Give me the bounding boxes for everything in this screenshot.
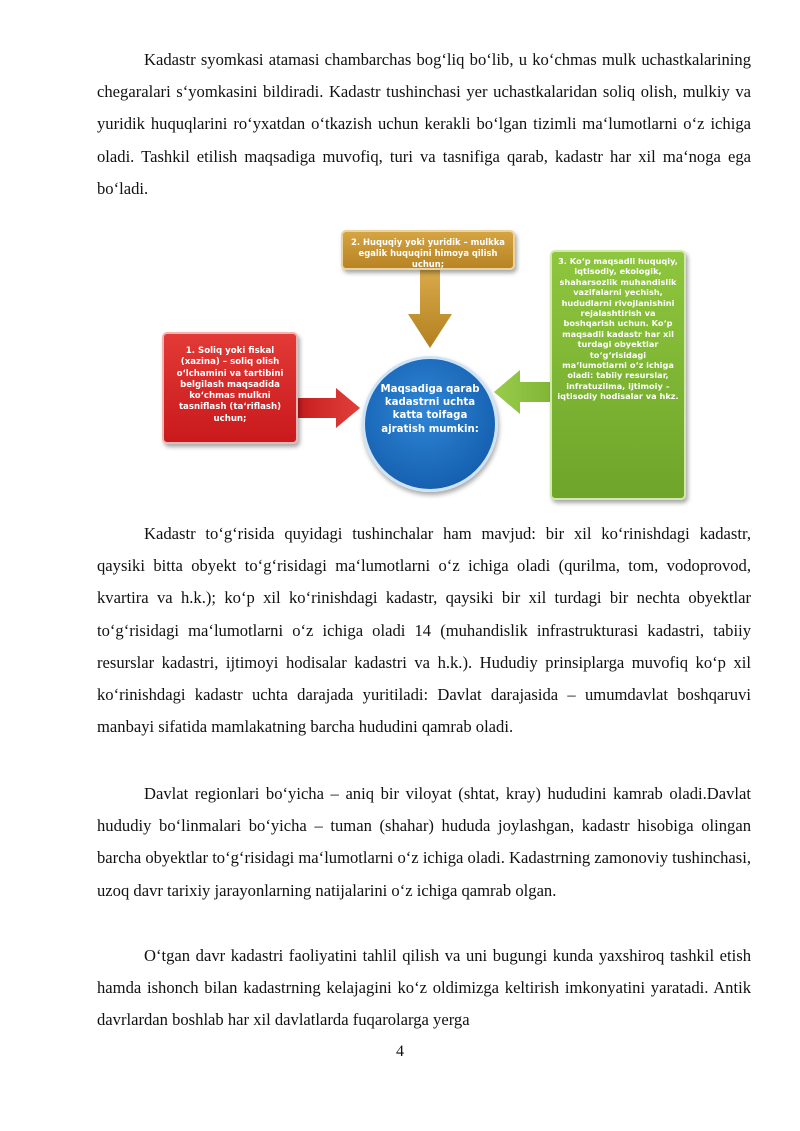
legal-kadastr-box: 2. Huquqiy yoki yuridik – mulkka egalik huquqini himoya qilish uchun; <box>341 230 515 270</box>
page-number: 4 <box>396 1043 404 1060</box>
arrow-right-icon <box>298 388 362 428</box>
paragraph-3: Davlat regionlari bo‘yicha – aniq bir viloyat (shtat, kray) hududini kamrab oladi.Davlat hududiy bo‘linmalari bo‘yicha – tuman (shahar) hududa joylashgan, kadastr hisobiga olingan barcha obyektlar to‘g‘risidagi ma‘lumotlarni o‘z ichiga oladi. Kadastrning zamonoviy tushinchasi, uzoq davr tarixiy jarayonlarning natijalarini o‘z ichiga qamrab olgan. <box>97 784 751 900</box>
arrow-down-icon <box>408 270 452 350</box>
multipurpose-kadastr-box: 3. Ko‘p maqsadli huquqiy, iqtisodiy, ekologik, shaharsozlik muhandislik vazifalarni yechish, hududlarni rivojlanishini rejalashtirish va boshqarish uchun. Ko‘p maqsadli kadastr har xil turdagi obyektlar to‘g‘risidagi ma‘lumotlarni o‘z ichiga oladi: tabiiy resurslar, infratuzilma, ijtimoiy – iqtisodiy hodisalar va hkz. <box>550 250 686 500</box>
paragraph-4: O‘tgan davr kadastri faoliyatini tahlil qilish va uni bugungi kunda yaxshiroq tashkil etish hamda ishonch bilan kadastrning kelajagini ko‘z oldimizga keltirish imkonyatini yaratadi. Antik davrlardan boshlab har xil davlatlarda fuqarolarga yerga <box>97 946 751 1030</box>
kadastr-categories-diagram <box>158 228 692 502</box>
paragraph-1: Kadastr syomkasi atamasi chambarchas bog‘liq bo‘lib, u ko‘chmas mulk uchastkalarining chegaralari s‘yomkasini bildiradi. Kadastr tushinchasi yer uchastkalaridan soliq olish, mulkiy va yuridik huquqlarini ro‘yxatdan o‘tkazish uchun kerakli bo‘lgan tizimli ma‘lumotlarni o‘z ichiga oladi. Tashkil etilish maqsadiga muvofiq, turi va tasnifiga qarab, kadastr har xil ma‘noga ega bo‘ladi. <box>97 50 751 198</box>
diagram-center-circle: Maqsadiga qarab kadastrni uchta katta toifaga ajratish mumkin: <box>362 356 498 492</box>
paragraph-2: Kadastr to‘g‘risida quyidagi tushinchalar ham mavjud: bir xil ko‘rinishdagi kadastr, qaysiki bitta obyekt to‘g‘risidagi ma‘lumotlarni o‘z ichiga oladi (qurilma, tom, vodoprovod, kvartira va h.k.); ko‘p xil ko‘rinishdagi kadastr, qaysiki bir xil turdagi bir nechta obyektlar to‘g‘risidagi ma‘lumotlarni o‘z ichiga oladi 14 (muhandislik infrastrukturasi kadastri, tabiiy resurslar kadastri, ijtimoyi hodisalar kadastri va h.k.). Hududiy prinsiplarga muvofiq ko‘p xil ko‘rinishdagi kadastr uchta darajada yuritiladi: Davlat darajasida – umumdavlat boshqaruvi manbayi sifatida mamlakatning barcha hududini qamrab oladi. <box>97 524 751 737</box>
arrow-left-icon <box>494 370 554 414</box>
fiscal-kadastr-box: 1. Soliq yoki fiskal (xazina) – soliq olish o‘lchamini va tartibini belgilash maqsadida ko‘chmas mulkni tasniflash (ta‘riflash) uchun; <box>162 332 298 444</box>
